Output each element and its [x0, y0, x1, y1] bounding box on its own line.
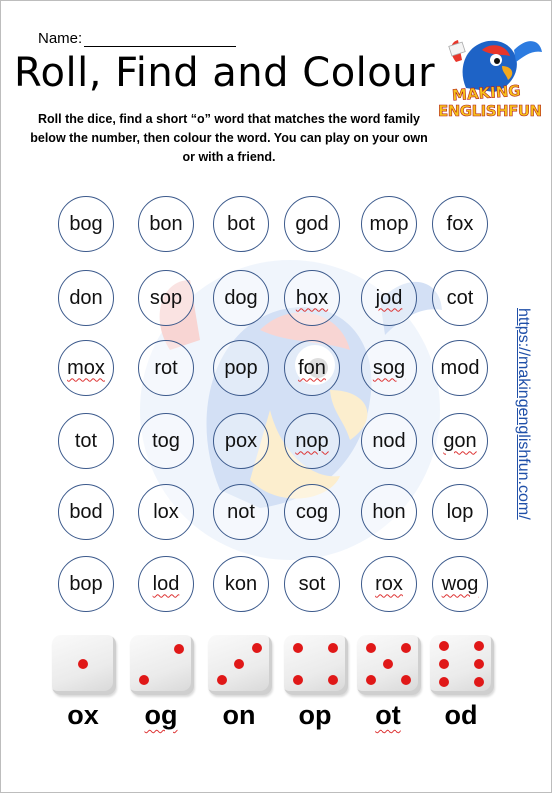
die-pip — [293, 643, 303, 653]
word-circle[interactable] — [361, 196, 417, 252]
word-label: sog — [372, 356, 406, 379]
name-field[interactable] — [38, 30, 236, 47]
word-circle[interactable] — [213, 556, 269, 612]
site-logo — [436, 30, 546, 125]
word-circle[interactable] — [361, 413, 417, 469]
name-label: Name: — [38, 30, 83, 47]
word-circle[interactable] — [432, 270, 488, 326]
die-pip — [366, 675, 376, 685]
name-line[interactable] — [84, 32, 236, 47]
word-label: god — [295, 212, 329, 235]
word-label: not — [227, 500, 255, 523]
word-label: pop — [224, 356, 258, 379]
die-pip — [139, 675, 149, 685]
word-label: cog — [295, 500, 329, 523]
word-circle[interactable] — [361, 484, 417, 540]
die-pip — [328, 675, 338, 685]
die-pip — [252, 643, 262, 653]
word-circle[interactable] — [432, 413, 488, 469]
word-label: cot — [446, 286, 474, 309]
word-circle[interactable] — [284, 413, 340, 469]
die-pip — [328, 643, 338, 653]
word-label: wog — [441, 572, 479, 595]
die-face-five — [357, 635, 421, 695]
word-circle[interactable] — [58, 270, 114, 326]
word-circle[interactable] — [284, 484, 340, 540]
word-circle[interactable] — [432, 340, 488, 396]
instructions-text: Roll the dice, find a short “o” word that matches the word family below the number, then colour the word. You can play on your own or with a friend. — [30, 112, 428, 164]
die-pip — [439, 641, 449, 651]
word-label: bod — [69, 500, 103, 523]
word-label: dog — [224, 286, 258, 309]
word-circle[interactable] — [432, 556, 488, 612]
die-pip — [474, 659, 484, 669]
word-label: mod — [440, 356, 480, 379]
word-circle[interactable] — [361, 556, 417, 612]
die-pip — [174, 644, 184, 654]
die-pip — [401, 675, 411, 685]
die-pip — [293, 675, 303, 685]
word-circle[interactable] — [58, 340, 114, 396]
word-label: fox — [446, 212, 474, 235]
word-label: kon — [224, 572, 258, 595]
word-circle[interactable] — [138, 556, 194, 612]
word-label: don — [69, 286, 103, 309]
word-family-label: og — [144, 700, 178, 730]
word-circle[interactable] — [58, 413, 114, 469]
word-circle[interactable] — [432, 484, 488, 540]
word-label: lod — [152, 572, 180, 595]
word-circle[interactable] — [213, 270, 269, 326]
die-face-six — [430, 635, 494, 695]
word-label: mop — [369, 212, 409, 235]
word-circle[interactable] — [58, 484, 114, 540]
word-label: tog — [152, 429, 180, 452]
word-label: bot — [227, 212, 255, 235]
word-label: lox — [153, 500, 179, 523]
word-label: jod — [375, 286, 403, 309]
word-label: pox — [224, 429, 258, 452]
logo-text-making: MAKING — [451, 81, 522, 105]
word-label: fon — [298, 356, 326, 379]
word-label: mox — [67, 356, 105, 379]
word-circle[interactable] — [138, 196, 194, 252]
word-family-label: od — [444, 700, 478, 730]
die-face-four — [284, 635, 348, 695]
word-circle[interactable] — [138, 270, 194, 326]
word-label: hon — [372, 500, 406, 523]
word-label: sop — [149, 286, 183, 309]
die-pip — [474, 677, 484, 687]
die-pip — [439, 677, 449, 687]
die-pip — [439, 659, 449, 669]
page-title: Roll, Find and Colour — [14, 50, 436, 96]
word-label: bon — [149, 212, 183, 235]
word-circle[interactable] — [284, 556, 340, 612]
word-circle[interactable] — [138, 484, 194, 540]
word-circle[interactable] — [213, 196, 269, 252]
word-label: hox — [295, 286, 329, 309]
word-circle[interactable] — [58, 196, 114, 252]
word-family-label: op — [298, 700, 332, 730]
word-circle[interactable] — [138, 413, 194, 469]
word-circle[interactable] — [58, 556, 114, 612]
word-label: rox — [375, 572, 403, 595]
word-label: tot — [74, 429, 98, 452]
die-pip — [474, 641, 484, 651]
word-circle[interactable] — [213, 413, 269, 469]
die-pip — [234, 659, 244, 669]
word-circle[interactable] — [138, 340, 194, 396]
word-circle[interactable] — [213, 484, 269, 540]
word-circle[interactable] — [284, 340, 340, 396]
die-face-two — [130, 635, 194, 695]
word-circle[interactable] — [213, 340, 269, 396]
word-label: lop — [446, 500, 474, 523]
word-label: rot — [154, 356, 178, 379]
die-pip — [383, 659, 393, 669]
die-face-one — [52, 635, 116, 695]
word-circle[interactable] — [361, 340, 417, 396]
word-label: nod — [372, 429, 406, 452]
die-pip — [401, 643, 411, 653]
die-face-three — [208, 635, 272, 695]
word-family-label: ox — [67, 700, 99, 730]
word-label: bop — [69, 572, 103, 595]
site-url-link[interactable]: https://makingenglishfun.com/ — [515, 308, 532, 520]
die-pip — [217, 675, 227, 685]
word-label: gon — [443, 429, 477, 452]
word-label: nop — [295, 429, 329, 452]
word-circle[interactable] — [284, 196, 340, 252]
word-circle[interactable] — [432, 196, 488, 252]
die-pip — [78, 659, 88, 669]
logo-text-englishfun: ENGLISHFUN — [438, 102, 542, 120]
word-label: bog — [69, 212, 103, 235]
word-family-label: ot — [375, 700, 401, 730]
word-circle[interactable] — [284, 270, 340, 326]
word-circle[interactable] — [361, 270, 417, 326]
word-label: sot — [298, 572, 326, 595]
word-family-label: on — [222, 700, 256, 730]
die-pip — [366, 643, 376, 653]
